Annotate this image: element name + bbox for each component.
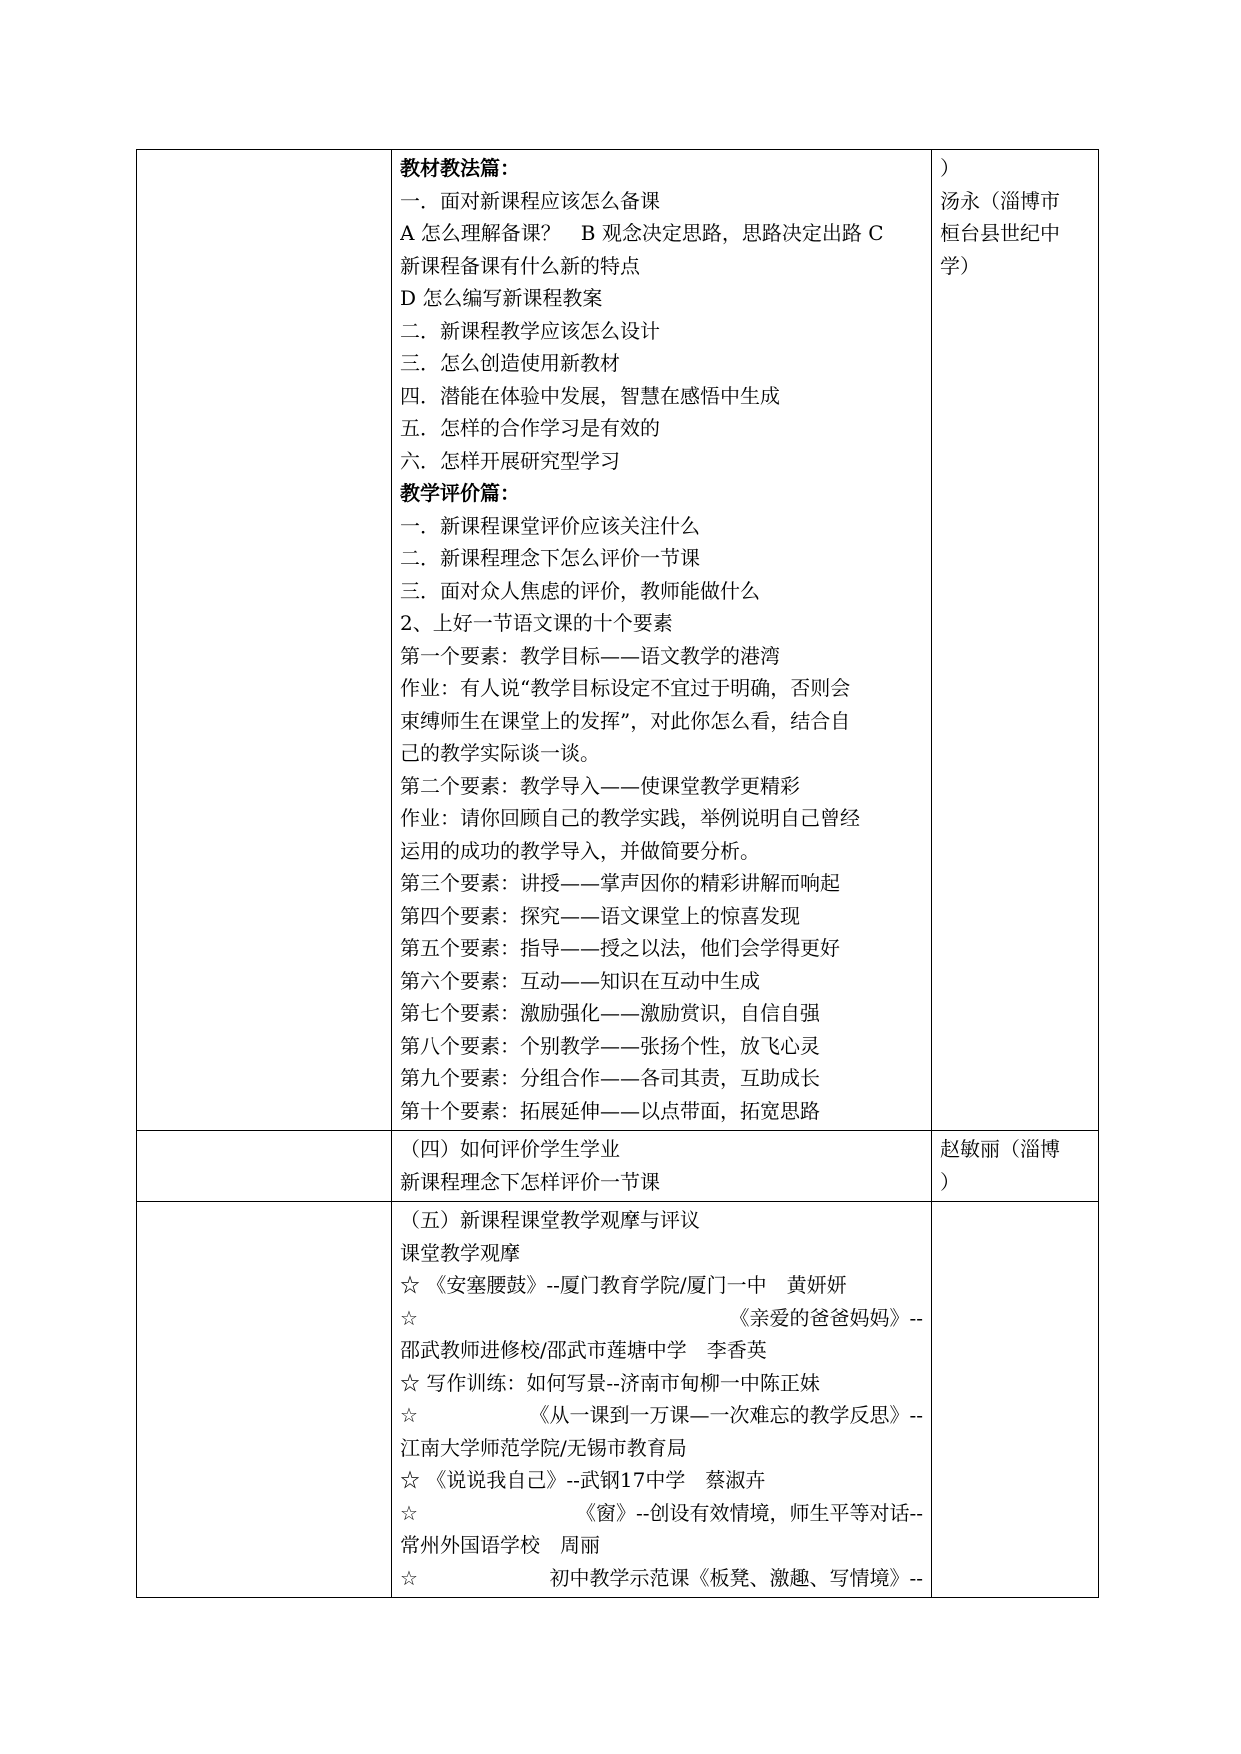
text-line: [400, 1302, 923, 1335]
text-line: 第三个要素：讲授——掌声因你的精彩讲解而响起: [400, 871, 840, 895]
table-row: [137, 1202, 1099, 1598]
text-line: 第八个要素：个别教学——张扬个性，放飞心灵: [400, 1033, 820, 1058]
text-line: 四．潜能在体验中发展，智慧在感悟中生成: [400, 383, 780, 408]
text-line: D 怎么编写新课程教案: [400, 286, 603, 310]
text-line: （五）新课程课堂教学观摩与评议: [400, 1208, 700, 1232]
text-line: 运用的成功的教学导入，并做简要分析。: [400, 838, 760, 863]
left-empty-cell: [137, 150, 392, 1131]
text-line: 江南大学师范学院/无锡市教育局: [400, 1435, 687, 1460]
text-line: 第十个要素：拓展延伸——以点带面，拓宽思路: [400, 1098, 820, 1123]
text-line: 六．怎样开展研究型学习: [400, 448, 620, 473]
presenter-cell: [932, 1202, 1099, 1598]
text-line: 学）: [940, 253, 980, 278]
star-marker: ☆: [400, 1500, 418, 1525]
document-table: [136, 149, 1099, 1598]
text-line: ）: [940, 1169, 960, 1194]
text-line: 五．怎样的合作学习是有效的: [400, 416, 660, 440]
text-line: 汤永（淄博市: [940, 188, 1060, 213]
text-line: 一．新课程课堂评价应该关注什么: [400, 513, 700, 538]
text-line: ☆ 《安塞腰鼓》--厦门教育学院/厦门一中 黄妍妍: [400, 1273, 847, 1297]
text-line-tail: 《窗》--创设有效情境，师生平等对话--: [575, 1500, 923, 1525]
left-empty-cell: [137, 1131, 392, 1202]
star-marker: ☆: [400, 1403, 418, 1427]
text-line: 第七个要素：激励强化——激励赏识，自信自强: [400, 1001, 820, 1025]
section-heading: 教材教法篇：: [400, 156, 520, 180]
presenter-cell: [932, 150, 1099, 1131]
content-cell: [392, 1202, 932, 1598]
table-row: [137, 150, 1099, 1131]
text-line: 一．面对新课程应该怎么备课: [400, 188, 660, 213]
text-line-tail: 初中教学示范课《板凳、激趣、写情境》--: [549, 1565, 923, 1590]
text-line: 三．怎么创造使用新教材: [400, 351, 620, 375]
text-line: 作业：请你回顾自己的教学实践，举例说明自己曾经: [400, 806, 860, 830]
content-cell: [392, 1131, 932, 1202]
text-line: 新课程备课有什么新的特点: [400, 253, 640, 278]
text-line: ）: [940, 156, 960, 180]
text-line: 三．面对众人焦虑的评价，教师能做什么: [400, 578, 760, 603]
presenter-cell: [932, 1131, 1099, 1202]
text-line: 二．新课程教学应该怎么设计: [400, 318, 660, 343]
text-line: 2、上好一节语文课的十个要素: [400, 611, 673, 635]
text-line: 邵武教师进修校/邵武市莲塘中学 李香英: [400, 1338, 767, 1362]
text-line: 第五个要素：指导——授之以法，他们会学得更好: [400, 936, 840, 960]
text-line: 新课程理念下怎样评价一节课: [400, 1169, 660, 1194]
text-line: 第四个要素：探究——语文课堂上的惊喜发现: [400, 903, 800, 928]
text-line: 第六个要素：互动——知识在互动中生成: [400, 968, 760, 993]
section-heading: 教学评价篇：: [400, 481, 520, 505]
text-line: 常州外国语学校 周丽: [400, 1533, 600, 1557]
text-line: [400, 1562, 923, 1595]
text-line: [400, 1497, 923, 1530]
text-line-tail: 《从一课到一万课—一次难忘的教学反思》--: [529, 1403, 923, 1427]
text-line: 赵敏丽（淄博: [940, 1137, 1060, 1161]
text-line: 束缚师生在课堂上的发挥”，对此你怎么看，结合自: [400, 708, 851, 733]
star-marker: ☆: [400, 1565, 418, 1590]
left-empty-cell: [137, 1202, 392, 1598]
text-line: 第二个要素：教学导入——使课堂教学更精彩: [400, 773, 800, 798]
text-line: ☆ 《说说我自己》--武钢17中学 蔡淑卉: [400, 1468, 766, 1492]
text-line-tail: 《亲爱的爸爸妈妈》--: [729, 1305, 923, 1330]
star-marker: ☆: [400, 1305, 418, 1330]
text-line: 课堂教学观摩: [400, 1240, 520, 1265]
text-line: 第九个要素：分组合作——各司其责，互助成长: [400, 1066, 820, 1090]
text-line: 第一个要素：教学目标——语文教学的港湾: [400, 643, 780, 668]
text-line: 二．新课程理念下怎么评价一节课: [400, 546, 700, 570]
table-row: [137, 1131, 1099, 1202]
text-line: 己的教学实际谈一谈。: [400, 741, 600, 765]
text-line: [400, 1399, 923, 1432]
text-line: A 怎么理解备课？ B 观念决定思路，思路决定出路 C: [400, 221, 884, 245]
text-line: （四）如何评价学生学业: [400, 1137, 620, 1161]
text-line: ☆ 写作训练：如何写景--济南市甸柳一中陈正妹: [400, 1370, 820, 1395]
content-cell: [392, 150, 932, 1131]
text-line: 作业：有人说“教学目标设定不宜过于明确，否则会: [400, 676, 851, 700]
text-line: 桓台县世纪中: [940, 221, 1060, 245]
